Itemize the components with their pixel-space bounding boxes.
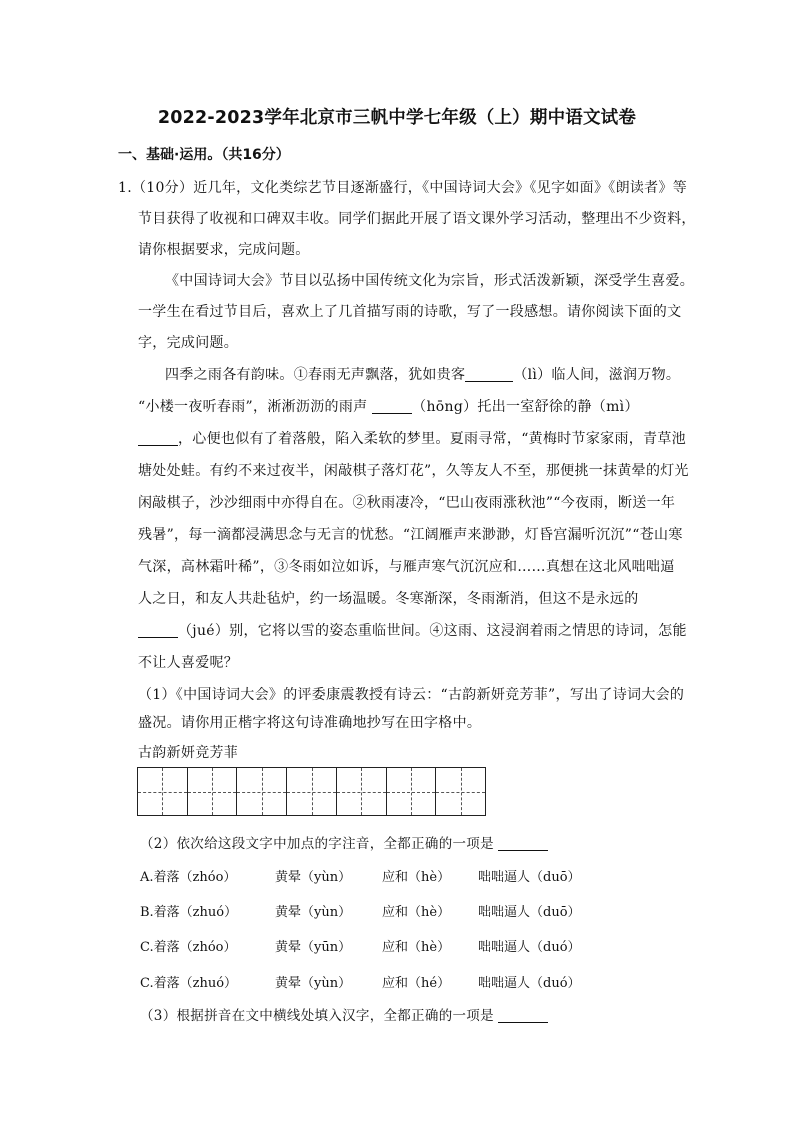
option-b-2: 黄晕（yùn） (275, 905, 352, 920)
passage-line (165, 364, 680, 384)
question-1-line: 1.（10分）近几年，文化类综艺节目逐渐盛行，《中国诗词大会》《见字如面》《朗读者》等 (118, 180, 688, 196)
intro-line: 一学生在看过节目后，喜欢上了几首描写雨的诗歌，写了一段感想。请你阅读下面的文 (138, 304, 682, 320)
question-1-line: 请你根据要求，完成问题。 (138, 242, 310, 258)
answer-blank[interactable] (498, 1008, 548, 1023)
option-c-3: 应和（hè） (382, 940, 451, 955)
passage-line: 气深，高林霜叶稀”，③冬雨如泣如诉，与雁声寒气沉沉应和……真想在这北风咄咄逼 (138, 559, 675, 575)
fill-blank[interactable] (138, 623, 178, 638)
passage-text: 四季之雨各有韵味。①春雨无声飘落，犹如贵客 (165, 367, 466, 383)
tianzige-grid[interactable] (137, 767, 486, 816)
passage-text: “小楼一夜听春雨”，淅淅沥沥的雨声 (138, 399, 373, 415)
grid-cell[interactable] (387, 768, 437, 815)
q3-stem (140, 1004, 548, 1024)
option-c-2: 黄晕（yūn） (275, 940, 352, 955)
q1-sample-text: 古韵新妍竞芳菲 (138, 745, 239, 761)
passage-line (138, 396, 639, 416)
q1-stem: 盛况。请你用正楷字将这句诗准确地抄写在田字格中。 (138, 715, 482, 731)
fill-blank[interactable] (138, 431, 178, 446)
passage-line: 残暑”，每一滴都浸满思念与无言的忧愁。“江阔雁声来渺渺，灯昏宫漏听沉沉”“苍山寒 (138, 527, 683, 543)
grid-cell[interactable] (188, 768, 238, 815)
option-d-1[interactable]: C.着落（zhuó） (140, 976, 238, 991)
passage-text: （hōng）托出一室舒徐的静（mì） (412, 399, 639, 415)
passage-line: 塘处处蛙。有约不来过夜半，闲敲棋子落灯花”，久等友人不至，那便挑一抹黄晕的灯光 (138, 463, 689, 479)
fill-blank[interactable] (465, 367, 513, 382)
fill-blank[interactable] (372, 399, 412, 414)
option-d-3: 应和（hé） (382, 976, 451, 991)
passage-text: （lì）临人间，滋润万物。 (513, 367, 681, 383)
passage-text: （jué）别，它将以雪的姿态重临世间。④这雨、这浸润着雨之情思的诗词，怎能 (178, 623, 687, 639)
answer-blank[interactable] (498, 836, 548, 851)
grid-cell[interactable] (337, 768, 387, 815)
section-heading: 一、基础·运用。（共16分） (118, 147, 290, 163)
passage-line: 人之日，和友人共赴毡炉，约一场温暖。冬寒渐深，冬雨渐消，但这不是永远的 (138, 591, 639, 607)
option-c-4: 咄咄逼人（duó） (478, 940, 581, 955)
q3-stem-text: （3）根据拼音在文中横线处填入汉字，全都正确的一项是 (140, 1008, 499, 1024)
passage-line: 不让人喜爱呢？ (138, 655, 239, 671)
option-c-1[interactable]: C.着落（zhóo） (140, 940, 237, 955)
intro-line: 字，完成问题。 (138, 335, 239, 351)
option-a-3: 应和（hè） (382, 870, 451, 885)
passage-text: ，心便也似有了着落般，陷入柔软的梦里。夏雨寻常，“黄梅时节家家雨，青草池 (178, 431, 686, 447)
intro-line: 《中国诗词大会》节目以弘扬中国传统文化为宗旨，形式活泼新颖，深受学生喜爱。 (165, 273, 695, 289)
option-d-4: 咄咄逼人（duó） (478, 976, 581, 991)
q1-stem: （1）《中国诗词大会》的评委康震教授有诗云：“古韵新妍竞芳菲”，写出了诗词大会的 (138, 687, 685, 703)
page-title: 2022-2023学年北京市三帆中学七年级（上）期中语文试卷 (157, 108, 637, 128)
option-b-4: 咄咄逼人（duō） (478, 905, 581, 920)
option-b-3: 应和（hè） (382, 905, 451, 920)
passage-line (138, 620, 687, 640)
passage-line: 闲敲棋子，沙沙细雨中亦得自在。②秋雨凄冷，“巴山夜雨涨秋池”“今夜雨，断送一年 (138, 495, 676, 511)
question-1-line: 节目获得了收视和口碑双丰收。同学们据此开展了语文课外学习活动，整理出不少资料， (138, 211, 696, 227)
q2-stem-text: （2）依次给这段文字中加点的字注音，全都正确的一项是 (140, 836, 499, 852)
q2-stem (140, 832, 548, 852)
option-b-1[interactable]: B.着落（zhuó） (140, 905, 238, 920)
passage-line (138, 428, 686, 448)
grid-cell[interactable] (237, 768, 287, 815)
option-d-2: 黄晕（yùn） (275, 976, 352, 991)
option-a-1[interactable]: A.着落（zhóo） (140, 870, 237, 885)
option-a-2: 黄晕（yùn） (275, 870, 352, 885)
grid-cell[interactable] (436, 768, 485, 815)
option-a-4: 咄咄逼人（duō） (478, 870, 581, 885)
grid-cell[interactable] (287, 768, 337, 815)
grid-cell[interactable] (138, 768, 188, 815)
